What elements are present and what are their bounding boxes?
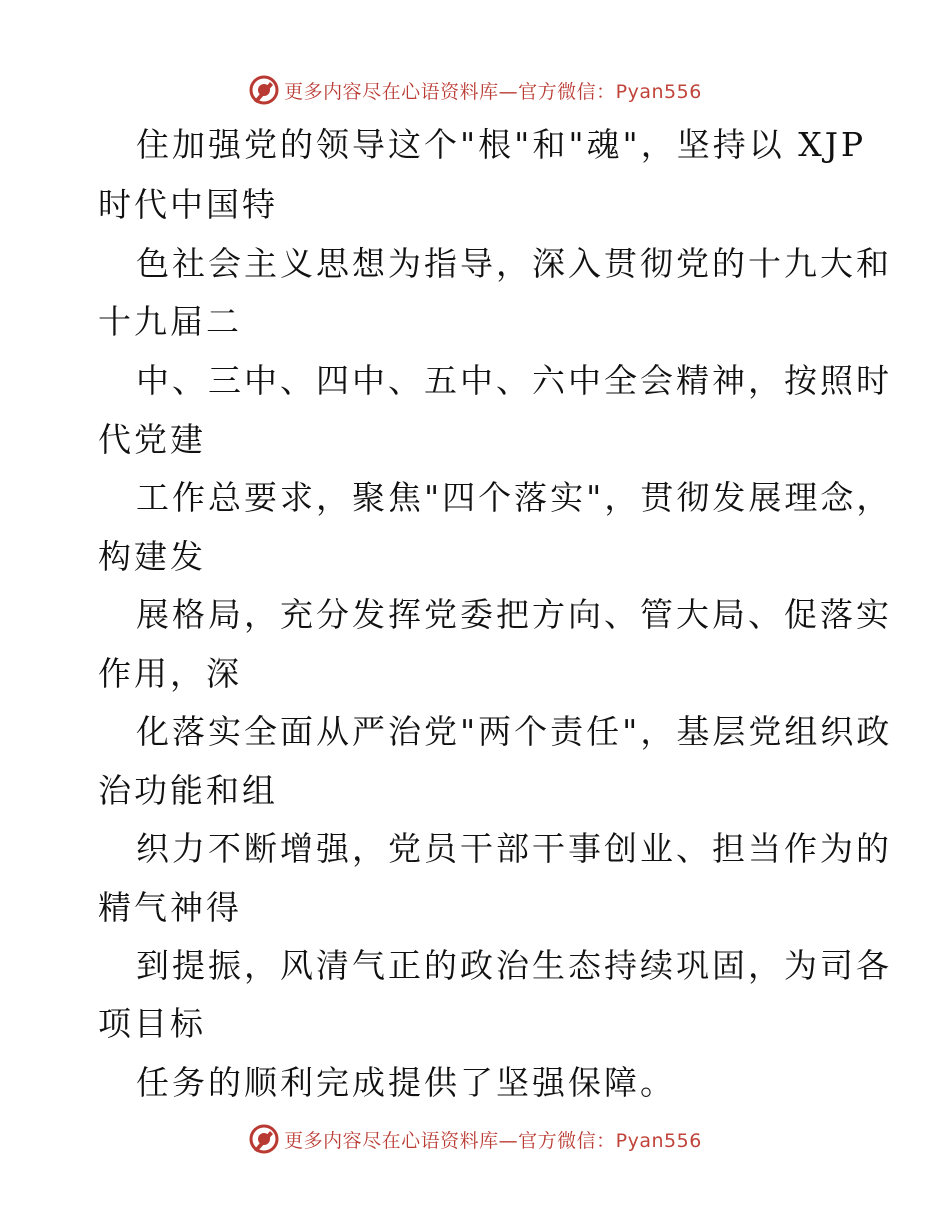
watermark-header [0,72,950,108]
paragraph-line: 住加强党的领导这个"根"和"魂"，坚持以 XJP [136,125,867,164]
paragraph-line: 治功能和组 [98,771,278,810]
watermark-footer [0,1121,950,1157]
paragraph-line: 时代中国特 [98,185,278,224]
paragraph-line: 工作总要求，聚焦"四个落实"，贯彻发展理念， [136,478,893,517]
paragraph-line: 展格局，充分发挥党委把方向、管大局、促落实 [136,595,892,634]
quill-seal-icon [248,74,280,106]
paragraph-line: 织力不断增强，党员干部干事创业、担当作为的 [136,829,892,868]
paragraph-line: 中、三中、四中、五中、六中全会精神，按照时 [136,361,892,400]
paragraph-line: 作用，深 [98,654,242,693]
paragraph-line: 精气神得 [98,888,242,927]
paragraph-line: 任务的顺利完成提供了坚强保障。 [136,1063,676,1102]
paragraph-line: 十九届二 [98,302,242,341]
paragraph-line: 代党建 [98,420,206,459]
watermark-text: 更多内容尽在心语资料库—官方微信：Pyan556 [284,1129,702,1152]
paragraph-line: 化落实全面从严治党"两个责任"，基层党组织政 [136,712,893,751]
paragraph-line: 到提振，风清气正的政治生态持续巩固，为司各 [136,946,892,985]
paragraph-line: 构建发 [98,537,206,576]
paragraph-line: 项目标 [98,1004,206,1043]
paragraph-line: 色社会主义思想为指导，深入贯彻党的十九大和 [136,244,892,283]
watermark-text: 更多内容尽在心语资料库—官方微信：Pyan556 [284,80,702,103]
quill-seal-icon [248,1123,280,1155]
